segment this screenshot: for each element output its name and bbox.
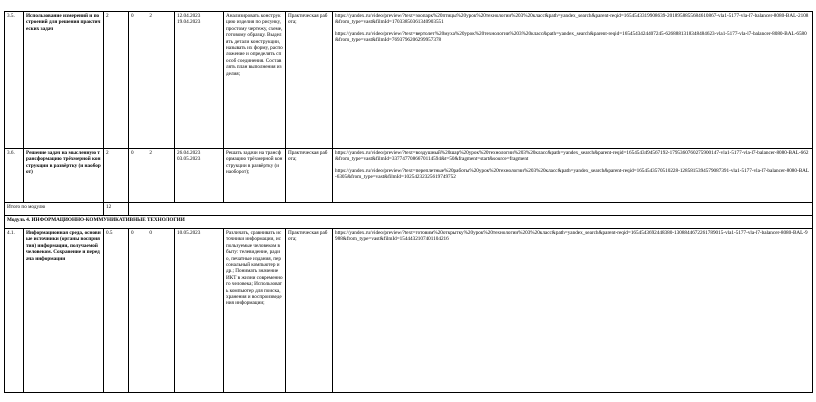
- date-1: 12.04.2023: [177, 13, 201, 19]
- row-number: 4.1.: [5, 229, 24, 393]
- table-row: [5, 229, 813, 393]
- resource-link[interactable]: https://yandex.ru/video/preview/?text=переплетные%20работы%20урок%20технологии%203%20класс&path=yandex_search&parent-reqid=1654543570510228-1285815394579087391-vla1-5177-vla-l7-balancer-8080-BAL-6305&from_type=vast&filmId=10254232325619749752: [335, 167, 810, 181]
- hours-control-value: 0: [131, 150, 134, 156]
- table-row: [5, 12, 813, 149]
- date-2: 19.04.2023: [177, 19, 201, 26]
- topic-cell: Решение задач на мысленную трансформацию трёхмерной конструкции в развёртку (и наоборот): [24, 149, 104, 203]
- resources-cell: [333, 229, 813, 393]
- hours-control: [129, 149, 175, 203]
- hours-control-value: 0: [131, 13, 134, 19]
- form-cell: Практическая работа;: [286, 12, 333, 149]
- resources-cell: [333, 149, 813, 203]
- form-cell: Практическая работа;: [286, 229, 333, 393]
- curriculum-table: [4, 11, 813, 393]
- resources-cell: [333, 12, 813, 149]
- dates-cell: [175, 12, 224, 149]
- resource-link[interactable]: https://yandex.ru/video/preview/?text=готовим%20открытку%20урок%20технологии%203%20класс&path=yandex_search&parent-reqid=1654543692448380-1308844672261789015-vla1-5177-vla-l7-balancer-8080-BAL-9988&from_type=vast&filmId=1544432107401104216: [335, 230, 808, 243]
- total-value: 12: [104, 203, 129, 216]
- form-cell: Практическая работа;: [286, 149, 333, 203]
- hours-total: 2: [104, 149, 129, 203]
- row-number: 3.6.: [5, 149, 24, 203]
- module-row: [5, 216, 813, 229]
- topic-cell: Информационная среда, основные источники (органы восприятия) информации, получаемой человеком. Сохранение и передача информации: [24, 229, 104, 393]
- total-empty: [129, 203, 813, 216]
- activity-cell: Анализировать конструкцию изделия по рисунку, простому чертежу, схеме, готовому образцу. Выделять детали конструкции, называть их форму, расположение и определять способ соединения. Составлять план выполнения изделия;: [224, 12, 286, 149]
- row-number: 3.5.: [5, 12, 24, 149]
- hours-total: 0.5: [104, 229, 129, 393]
- dates-cell: [175, 229, 224, 393]
- hours-control: [129, 229, 175, 393]
- resource-link[interactable]: https://yandex.ru/video/preview/?text=воздушный%20шар%20урок%20технологии%203%20класс&path=yandex_search&parent-reqid=1654543494567192-1795360760275900147-vla1-5177-vla-l7-balancer-8080-BAL-662&from_type=vast&filmId=3377477086670114594&t=50&fragment=start&source=fragment: [335, 150, 809, 163]
- hours-control-value: 0: [131, 230, 134, 236]
- date-1: 26.04.2023: [177, 150, 201, 156]
- table-row: [5, 149, 813, 203]
- hours-control: [129, 12, 175, 149]
- total-row: [5, 203, 813, 216]
- hours-practical-value: 2: [149, 13, 152, 19]
- activity-cell: Различать, сравнивать источники информации, используемые человеком в быту: телевидение, радио, печатные издания, персональный компьютер и др.; Понимать значение ИКТ в жизни современного человека; Использовать компьютер для поиска, хранения и воспроизведения информации;: [224, 229, 286, 393]
- hours-practical-value: 0: [149, 230, 152, 236]
- module-title: Модуль 4. ИНФОРМАЦИОННО-КОММУНИКАТИВНЫЕ ТЕХНОЛОГИИ: [5, 216, 813, 229]
- dates-cell: [175, 149, 224, 203]
- date-2: 03.05.2023: [177, 156, 201, 163]
- total-label: Итого по модулю: [5, 203, 104, 216]
- resource-link[interactable]: https://yandex.ru/video/preview/?text=вертолет%20муха%20урок%20технологии%203%20класс&path=yandex_search&parent-reqid=1654543424407245-6268881318348484623-vla1-5177-vla-l7-balancer-8080-BAL-6580&from_type=vast&filmId=7693796206299957378: [335, 30, 807, 44]
- resource-link[interactable]: https://yandex.ru/video/preview/?text=зоопарк%20птицы%20урок%20технологии%203%20класс&path=yandex_search&parent-reqid=1654543319908639-2018958855684610867-vla1-5177-vla-l7-balancer-8080-BAL-2108&from_type=vast&filmId=17033850361340903551: [335, 13, 809, 26]
- date-1: 10.05.2023: [177, 230, 201, 236]
- topic-cell: Использование измерений и построений для решения практических задач: [24, 12, 104, 149]
- hours-total: 2: [104, 12, 129, 149]
- hours-practical-value: 2: [149, 150, 152, 156]
- activity-cell: Решать задачи на трансформацию трёхмерной конструкции в развёртку (и наоборот);: [224, 149, 286, 203]
